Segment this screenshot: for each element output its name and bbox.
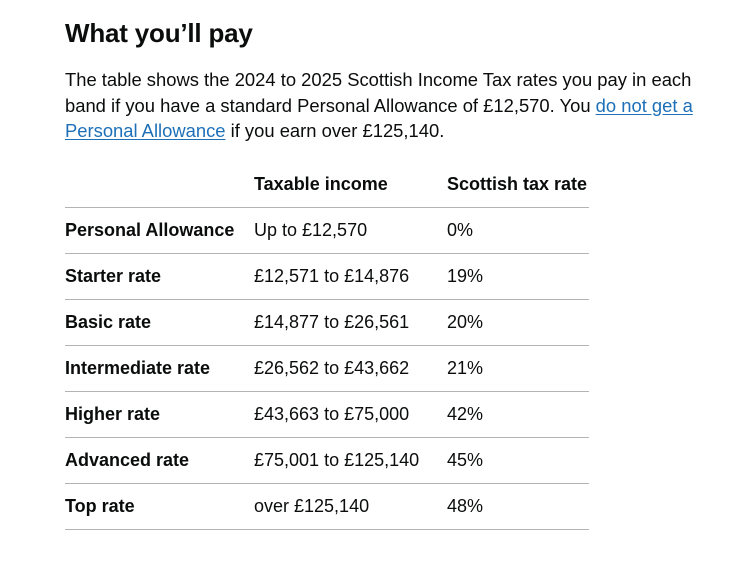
table-row <box>65 254 589 300</box>
tax-rate: 48% <box>447 484 589 530</box>
tax-rate: 21% <box>447 346 589 392</box>
taxable-income: £14,877 to £26,561 <box>254 300 447 346</box>
band-name: Starter rate <box>65 254 254 300</box>
taxable-income: £26,562 to £43,662 <box>254 346 447 392</box>
table-row <box>65 208 589 254</box>
intro-text-after: if you earn over £125,140. <box>225 120 445 141</box>
table-row <box>65 392 589 438</box>
tax-rate: 0% <box>447 208 589 254</box>
tax-rate: 19% <box>447 254 589 300</box>
taxable-income: £12,571 to £14,876 <box>254 254 447 300</box>
band-name: Top rate <box>65 484 254 530</box>
band-name: Basic rate <box>65 300 254 346</box>
taxable-income: Up to £12,570 <box>254 208 447 254</box>
table-row <box>65 438 589 484</box>
taxable-income: £43,663 to £75,000 <box>254 392 447 438</box>
header-band <box>65 162 254 208</box>
table-header-row <box>65 162 589 208</box>
table-row <box>65 300 589 346</box>
band-name: Higher rate <box>65 392 254 438</box>
band-name: Advanced rate <box>65 438 254 484</box>
tax-rate: 42% <box>447 392 589 438</box>
band-name: Personal Allowance <box>65 208 254 254</box>
taxable-income: over £125,140 <box>254 484 447 530</box>
tax-rate: 20% <box>447 300 589 346</box>
personal-allowance-link[interactable]: do not get a Personal Allowance <box>65 94 693 141</box>
tax-rate: 45% <box>447 438 589 484</box>
table-row <box>65 484 589 530</box>
intro-paragraph <box>65 67 705 144</box>
band-name: Intermediate rate <box>65 346 254 392</box>
tax-rates-table <box>65 162 589 530</box>
taxable-income: £75,001 to £125,140 <box>254 438 447 484</box>
section-heading: What you’ll pay <box>65 18 253 48</box>
table-row <box>65 346 589 392</box>
header-taxable-income: Taxable income <box>254 162 447 208</box>
header-scottish-tax-rate: Scottish tax rate <box>447 162 589 208</box>
intro-text-before: The table shows the 2024 to 2025 Scottish Income Tax rates you pay in each band if you have a standard Personal Allowance of £12,570. You <box>65 69 692 116</box>
